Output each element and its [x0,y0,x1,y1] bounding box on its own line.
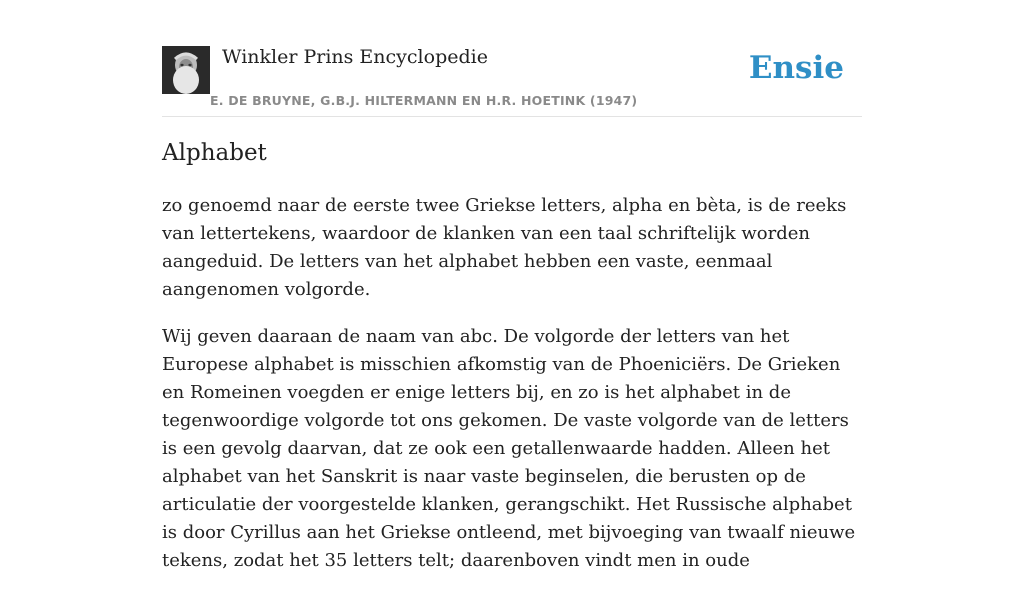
source-authors: E. DE BRUYNE, G.B.J. HILTERMANN EN H.R. HOETINK (1947) [210,93,638,108]
source-header [162,46,862,117]
article-title: Alphabet [162,140,267,166]
article-paragraph: zo genoemd naar de eerste twee Griekse letters, alpha en bèta, is de reeks van lettertekens, waardoor de klanken van een taal schriftelijk worden aangeduid. De letters van het alphabet hebben een vaste, eenmaal aangenomen volgorde. [162,195,847,300]
source-title[interactable]: Winkler Prins Encyclopedie [222,46,488,68]
portrait-image [162,46,210,94]
article-paragraph: Wij geven daaraan de naam van abc. De volgorde der letters van het Europese alphabet is misschien afkomstig van de Phoeniciërs. De Grieken en Romeinen voegden er enige letters bij, en zo is het alphabet in de tegenwoordige volgorde tot ons gekomen. De vaste volgorde van de letters is een gevolg daarvan, dat ze ook een getallenwaarde hadden. Alleen het alphabet van het Sanskrit is naar vaste beginselen, die berusten op de articulatie der voorgestelde klanken, gerangschikt. Het Russische alphabet is door Cyrillus aan het Griekse ontleend, met bijvoeging van twaalf nieuwe tekens, zodat het 35 letters telt; daarenboven vindt men in oude [162,326,856,571]
author-portrait [162,46,210,94]
article-body [162,192,862,594]
brand-logo[interactable]: Ensie [748,50,844,86]
